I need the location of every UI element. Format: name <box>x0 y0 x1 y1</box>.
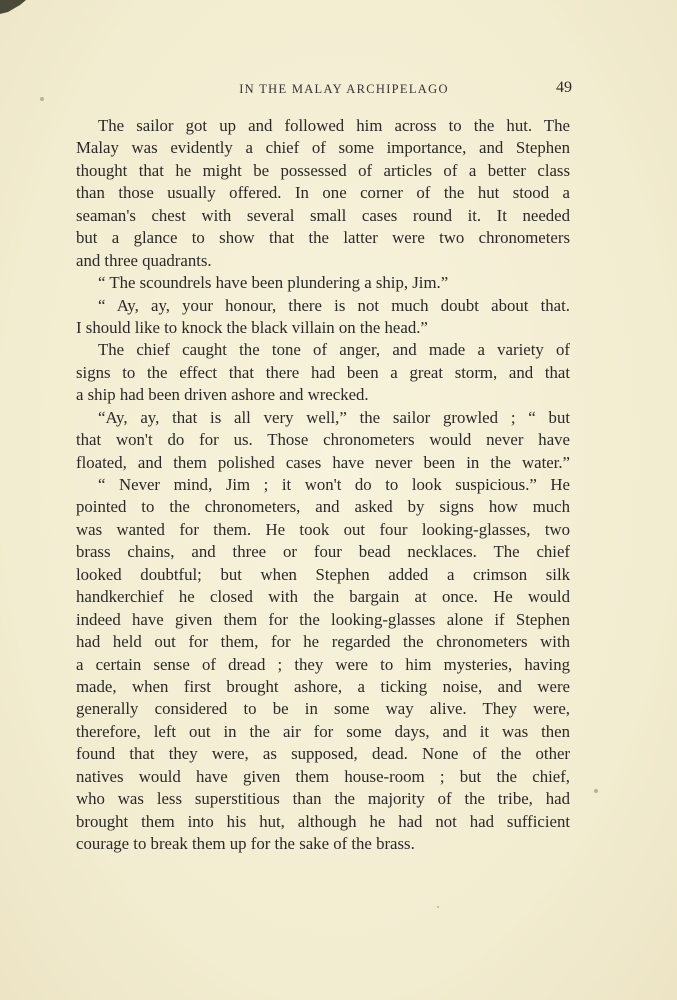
text-line: floated, and them polished cases have never been in the water.” <box>76 452 570 472</box>
text-line: “Ay, ay, that is all very well,” the sailor growled ; “ but <box>98 407 570 427</box>
text-line: who was less superstitious than the majority of the tribe, had <box>76 789 570 809</box>
text-line: found that they were, as supposed, dead. None of the other <box>76 744 570 764</box>
text-line: looked doubtful; but when Stephen added a crimson silk <box>76 564 570 584</box>
paper-speck <box>40 97 44 101</box>
text-line: courage to break them up for the sake of the brass. <box>76 834 415 853</box>
text-line: “ Never mind, Jim ; it won't do to look suspicious.” He <box>98 475 570 494</box>
text-line: therefore, left out in the air for some days, and it was then <box>76 721 570 741</box>
text-line: thought that he might be possessed of articles of a better class <box>76 160 570 180</box>
text-line: natives would have given them house-room ; but the chief, <box>76 766 570 786</box>
text-line: than those usually offered. In one corner of the hut stood a <box>76 183 570 203</box>
text-line: “ Ay, ay, your honour, there is not much doubt about that. <box>98 295 570 315</box>
text-line: that won't do for us. Those chronometers would never have <box>76 430 570 450</box>
text-line: made, when first brought ashore, a ticking noise, and were <box>76 676 570 696</box>
page-number: 49 <box>556 79 572 96</box>
text-line: seaman's chest with several small cases round it. It needed <box>76 205 570 225</box>
body-text <box>76 115 570 855</box>
paper-speck <box>594 789 598 793</box>
text-line: I should like to knock the black villain on the head.” <box>76 317 428 337</box>
text-line: indeed have given them for the looking-glasses alone if Stephen <box>76 609 570 629</box>
text-line: The sailor got up and followed him across to the hut. The <box>98 116 570 135</box>
text-line: pointed to the chronometers, and asked by signs how much <box>76 497 570 517</box>
text-line: generally considered to be in some way alive. They were, <box>76 699 570 719</box>
text-line: handkerchief he closed with the bargain at once. He would <box>76 587 570 607</box>
text-line: brought them into his hut, although he had not had sufficient <box>76 811 570 831</box>
text-line: The chief caught the tone of anger, and made a variety of <box>98 340 570 360</box>
text-line: Malay was evidently a chief of some importance, and Stephen <box>76 138 570 158</box>
text-line: was wanted for them. He took out four looking-glasses, two <box>76 519 570 539</box>
paper-speck <box>437 906 439 908</box>
text-line: “ The scoundrels have been plundering a ship, Jim.” <box>98 273 449 293</box>
page-header <box>76 80 572 100</box>
page-corner-mark <box>0 0 26 14</box>
text-line: had held out for them, for he regarded the chronometers with <box>76 632 570 652</box>
text-line: a certain sense of dread ; they were to him mysteries, having <box>76 654 570 674</box>
text-line: brass chains, and three or four bead necklaces. The chief <box>76 542 570 562</box>
text-line: but a glance to show that the latter were two chronometers <box>76 228 570 248</box>
text-line: signs to the effect that there had been a great storm, and that <box>76 362 570 382</box>
running-head: IN THE MALAY ARCHIPELAGO <box>239 82 449 96</box>
text-line: a ship had been driven ashore and wrecked. <box>76 385 369 405</box>
text-line: and three quadrants. <box>76 250 212 270</box>
